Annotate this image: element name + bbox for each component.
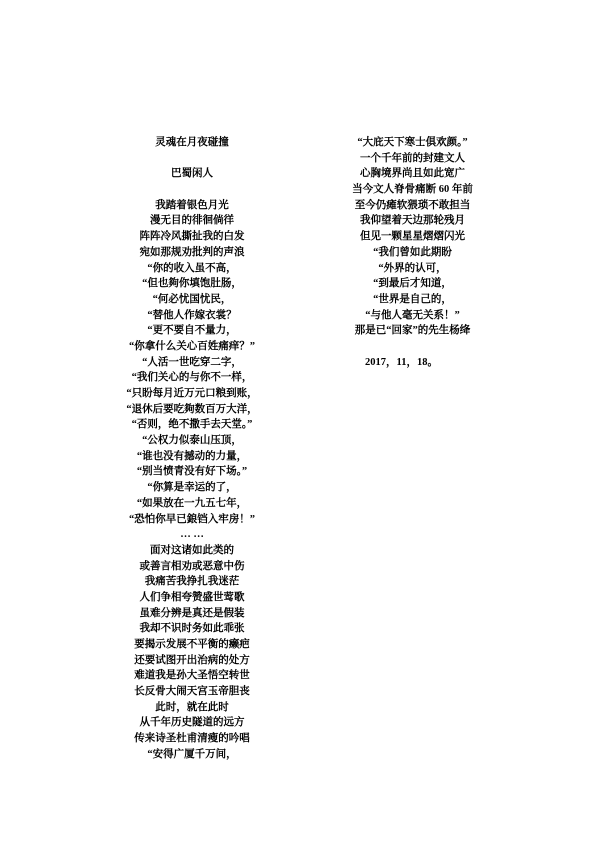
poem-line: 一个千年前的封建文人 xyxy=(360,152,465,164)
poem-line: 心胸境界尚且如此宽广 xyxy=(360,168,465,180)
poem-line: 从千年历史隧道的远方 xyxy=(139,717,245,729)
poem-author: 巴蜀闲人 xyxy=(171,168,213,180)
poem-line: 那是已“回家”的先生杨绛 xyxy=(354,325,471,337)
poem-line: “你拿什么关心百姓痛痒？” xyxy=(129,340,255,352)
poem-line: “更不要自不量力， xyxy=(147,325,237,337)
poem-right-lines xyxy=(332,135,493,339)
poem-line: “人活一世吃穿二字， xyxy=(142,356,242,368)
poem-line: “否则，绝不撒手去天堂。” xyxy=(131,419,253,431)
poem-line: 我痛苦我挣扎我迷茫 xyxy=(144,576,240,588)
poem-line: 阵阵冷风撕扯我的白发 xyxy=(139,231,245,243)
poem-line: 当今文人脊骨痛断 60 年前 xyxy=(352,184,473,196)
poem-line: “我们关心的与你不一样， xyxy=(131,372,253,384)
poem-line: 还要试图开出治病的处方 xyxy=(134,654,250,666)
poem-line: 宛如那规劝批判的声浪 xyxy=(139,246,245,258)
poem-line: “替他人作嫁衣裳？ xyxy=(147,309,237,321)
poem-line: 长反骨大闹天宫玉帝胆丧 xyxy=(134,686,250,698)
poem-line: “你的收入虽不高， xyxy=(147,262,237,274)
poem-line: “何必忧国忧民， xyxy=(152,293,232,305)
poem-line: 我却不识时务如此乖张 xyxy=(139,623,245,635)
poem-line: “但也夠你填饱肚肠， xyxy=(142,278,242,290)
poem-line: “你算是幸运的了， xyxy=(147,482,237,494)
poem-line: 要揭示发展不平衡的癞疤 xyxy=(134,639,250,650)
poem-line: 难道我是孙大圣悟空转世 xyxy=(134,670,250,682)
poem-line: “我们曾如此期盼 xyxy=(373,246,452,258)
blank-line xyxy=(32,182,352,198)
poem-left-lines xyxy=(32,198,352,763)
poem-line: 虽难分辨是真还是假装 xyxy=(139,607,245,619)
poem-line: “谁也没有撼动的力量， xyxy=(136,450,248,462)
blank-line xyxy=(32,151,352,167)
blank-line xyxy=(332,339,493,355)
poem-line: “公权力似泰山压顶， xyxy=(142,435,242,447)
poem-line: “外界的认可， xyxy=(378,262,447,274)
poem-line: 我仰望着天边那轮残月 xyxy=(360,215,465,227)
poem-right-column xyxy=(332,135,493,370)
poem-line: “只盼每月近万元口粮到账， xyxy=(126,388,258,399)
poem-line: 我踏着银色月光 xyxy=(155,199,229,211)
poem-left-column xyxy=(32,135,352,763)
poem-line: “世界是自己的， xyxy=(373,293,452,305)
poem-title: 灵魂在月夜碰撞 xyxy=(155,137,229,148)
poem-line: 至今仍瘫软猥琐不敢担当 xyxy=(354,199,471,211)
poem-line: “与他人毫无关系！” xyxy=(365,309,460,321)
poem-line: 传来诗圣杜甫清瘦的吟唱 xyxy=(134,733,250,745)
poem-line: 此时，就在此时 xyxy=(155,701,229,713)
poem-line: 面对这诸如此类的 xyxy=(150,544,234,556)
poem-line: 漫无目的徘徊倘徉 xyxy=(150,215,234,227)
poem-line: “到最后才知道， xyxy=(373,278,452,290)
poem-line: “如果放在一九五七年， xyxy=(136,497,248,509)
poem-line: “恐怕你早已鋃铛入牢房！” xyxy=(129,513,255,525)
poem-date: 2017，11，18。 xyxy=(365,356,438,368)
poem-line: “大庇天下寒士俱欢颜。” xyxy=(357,137,468,148)
poem-line: 或善言相劝或恶意中伤 xyxy=(139,560,245,572)
poem-line: 人们争相夸赞盛世莺歌 xyxy=(139,591,245,603)
poem-line: “别当愤青没有好下场。” xyxy=(136,466,248,478)
poem-line: “安得广厦千万间， xyxy=(147,748,237,760)
poem-line: “退休后要吃夠数百万大洋， xyxy=(126,403,258,415)
poem-line: … … xyxy=(180,529,204,541)
poem-line: 但见一颗星星熠熠闪光 xyxy=(360,231,465,243)
